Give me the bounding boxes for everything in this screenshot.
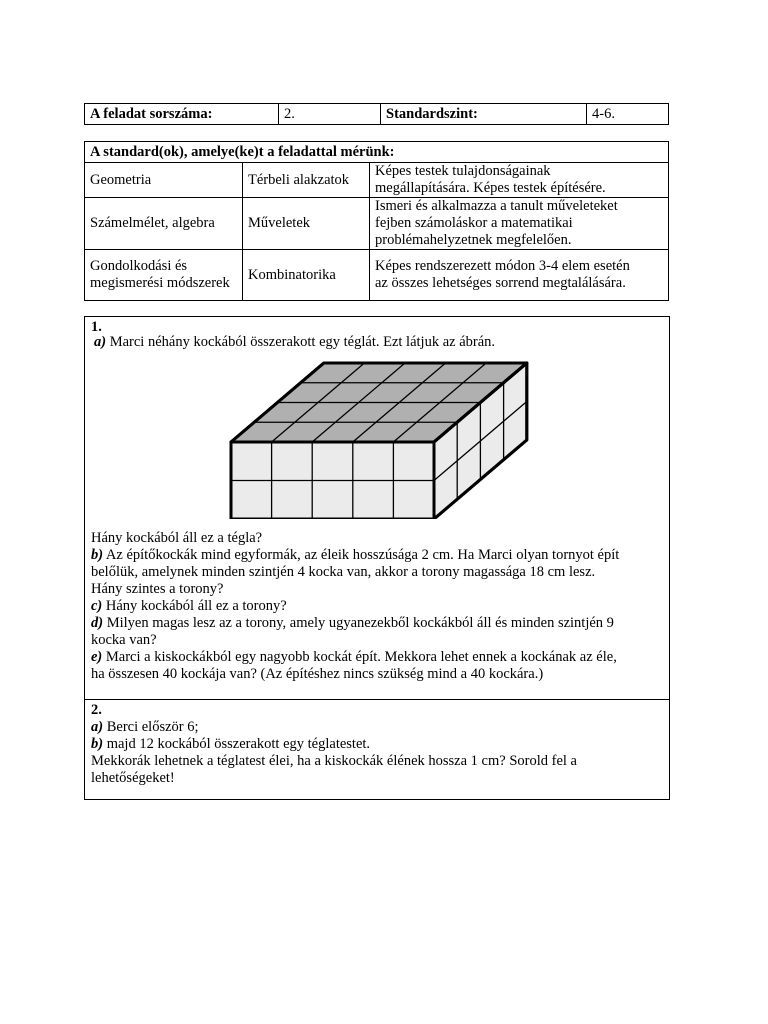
task-1b-line: belőlük, amelynek minden szintjén 4 kocka van, akkor a torony magassága 18 cm lesz.	[91, 564, 596, 580]
task-1e: e) Marci a kiskockákból egy nagyobb kockát épít. Mekkora lehet ennek a kockának az éle,	[91, 649, 617, 665]
tasks-box	[84, 316, 670, 800]
standard-level-label: Standardszint:	[381, 104, 587, 125]
task-2	[85, 700, 669, 799]
standard-topic: Kombinatorika	[243, 250, 370, 301]
standard-topic: Térbeli alakzatok	[243, 163, 370, 198]
standards-row	[85, 250, 669, 301]
standard-desc-line: Ismeri és alkalmazza a tanult műveleteket	[375, 198, 618, 214]
standard-level-value: 4-6.	[587, 104, 669, 125]
task-number-value: 2.	[279, 104, 381, 125]
task-2-question: Mekkorák lehetnek a téglatest élei, ha a kiskockák élének hossza 1 cm? Sorold fel a	[91, 753, 577, 769]
standard-desc-line: megállapítására. Képes testek építésére.	[375, 180, 606, 196]
task-2a: a) Berci először 6;	[91, 719, 199, 735]
task-2b: b) majd 12 kockából összerakott egy téglatestet.	[91, 736, 371, 752]
standard-desc-line: problémahelyzetnek megfelelően.	[375, 232, 572, 248]
standard-area: Gondolkodási és megismerési módszerek	[85, 250, 243, 301]
standard-desc-line: az összes lehetséges sorrend megtalálására.	[375, 275, 626, 291]
standard-area: Geometria	[85, 163, 243, 198]
task-number-label: A feladat sorszáma:	[85, 104, 279, 125]
task-header-table	[84, 103, 669, 125]
task-2-question-line: lehetőségeket!	[91, 770, 175, 786]
task-1e-line: ha összesen 40 kockája van? (Az építéshez nincs szükség mind a 40 kockára.)	[91, 666, 544, 682]
standards-row	[85, 163, 669, 198]
task-1d: d) Milyen magas lesz az a torony, amely ugyanezekből kockákból áll és minden szintjén 9	[91, 615, 614, 631]
standard-desc-line: Képes testek tulajdonságainak	[375, 163, 551, 179]
standard-desc	[370, 250, 669, 301]
task-1-question: Hány kockából áll ez a tégla?	[91, 530, 263, 546]
task-2-number: 2.	[91, 702, 102, 718]
standards-row	[85, 198, 669, 250]
task-1b: b) Az építőkockák mind egyformák, az éleik hosszúsága 2 cm. Ha Marci olyan tornyot épít	[91, 547, 620, 563]
standard-desc-line: Képes rendszerezett módon 3-4 elem esetén	[375, 258, 630, 274]
standards-table	[84, 141, 669, 301]
standard-desc	[370, 198, 669, 250]
standard-area: Számelmélet, algebra	[85, 198, 243, 250]
standard-desc	[370, 163, 669, 198]
standard-topic: Műveletek	[243, 198, 370, 250]
standards-heading: A standard(ok), amelye(ke)t a feladattal mérünk:	[85, 142, 669, 163]
task-1a: a) Marci néhány kockából összerakott egy téglát. Ezt látjuk az ábrán.	[94, 334, 496, 350]
brick-figure	[225, 361, 530, 519]
task-1b-line: Hány szintes a torony?	[91, 581, 224, 597]
task-1d-line: kocka van?	[91, 632, 157, 648]
task-1c: c) Hány kockából áll ez a torony?	[91, 598, 287, 614]
standard-desc-line: fejben számoláskor a matematikai	[375, 215, 573, 231]
task-1-number: 1.	[91, 319, 102, 335]
task-1	[85, 317, 669, 700]
